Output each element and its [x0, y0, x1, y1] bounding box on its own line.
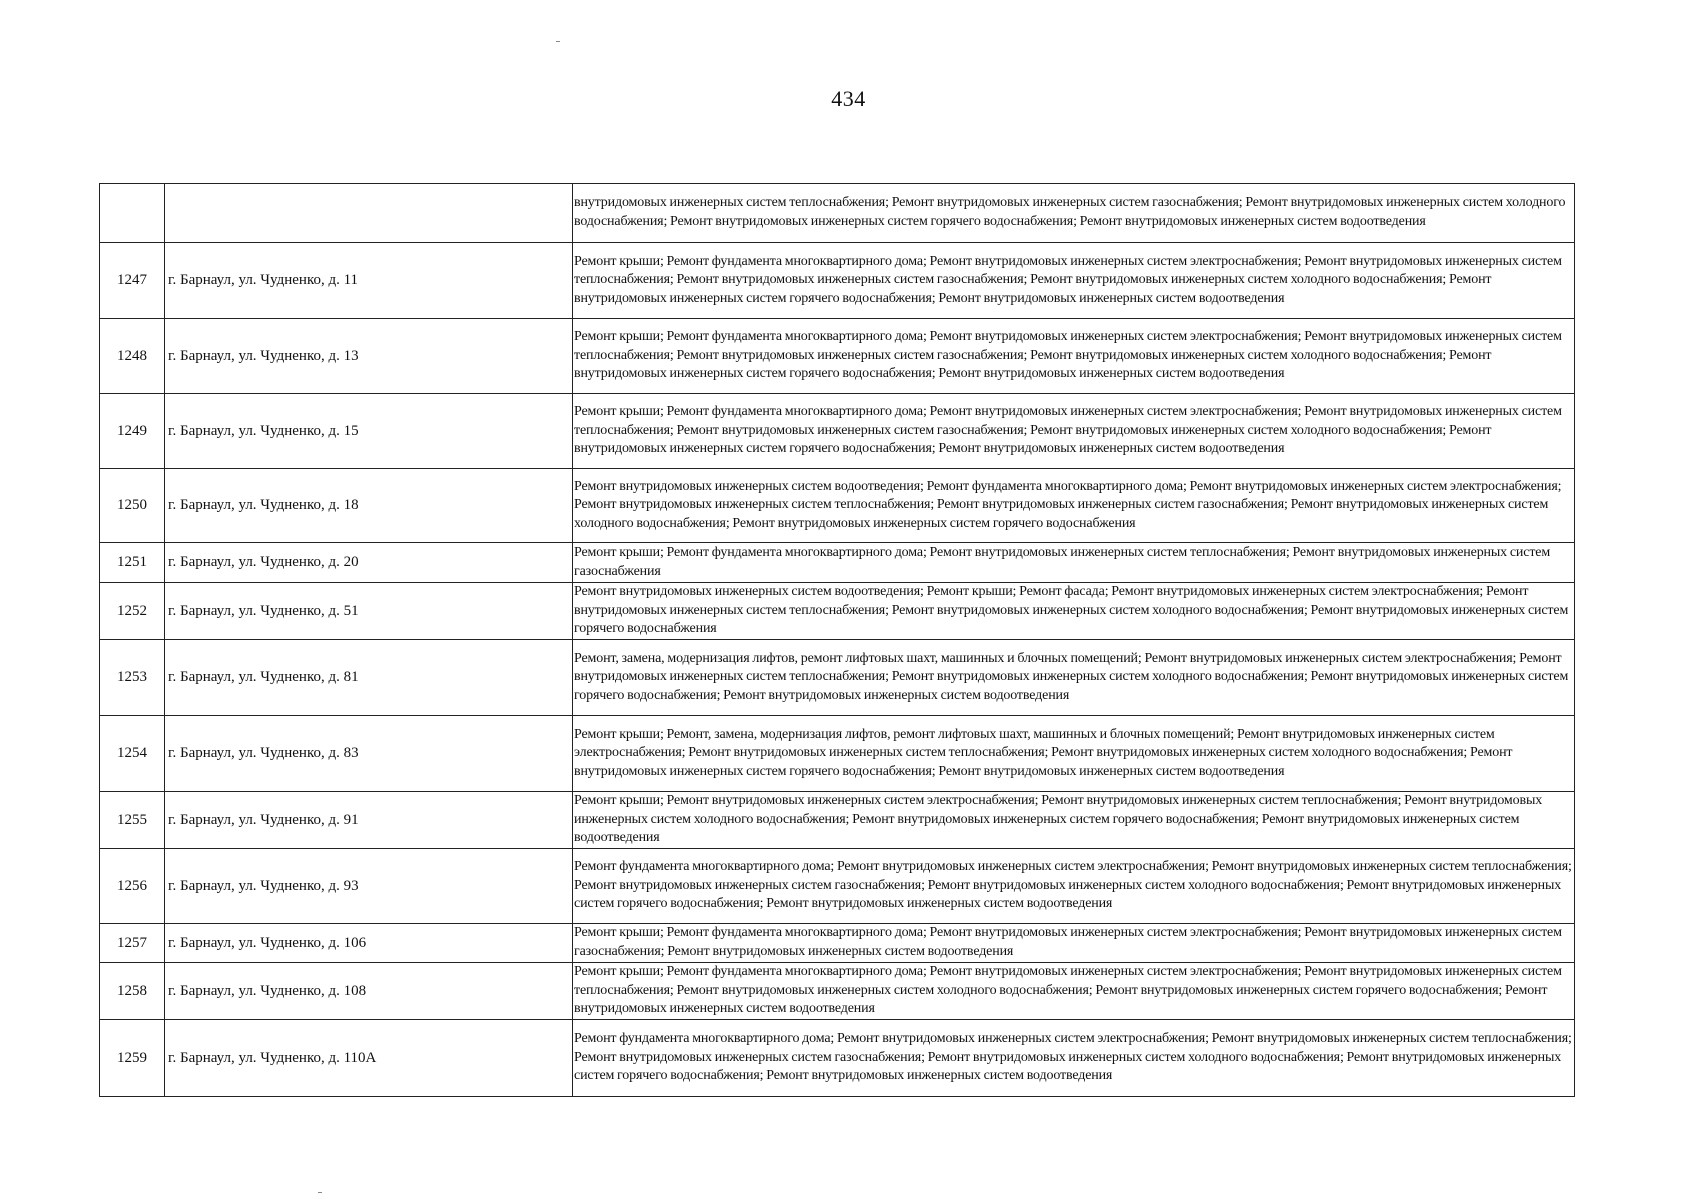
works-cell: Ремонт фундамента многоквартирного дома; Ремонт внутридомовых инженерных систем электроснабжения; Ремонт внутридомовых инженерных систем теплоснабжения; Ремонт внутридомовых инженерных систем газоснабжения; Ремонт внутридомовых инженерных систем холодного водоснабжения; Ремонт внутридомовых инженерных систем горячего водоснабжения; Ремонт внутридомовых инженерных систем водоотведения: [573, 849, 1575, 924]
row-number-cell: 1256: [100, 849, 165, 924]
works-cell: внутридомовых инженерных систем теплоснабжения; Ремонт внутридомовых инженерных систем газоснабжения; Ремонт внутридомовых инженерных систем холодного водоснабжения; Ремонт внутридомовых инженерных систем горячего водоснабжения; Ремонт внутридомовых инженерных систем водоотведения: [573, 184, 1575, 243]
address-cell: г. Барнаул, ул. Чудненко, д. 81: [165, 640, 573, 716]
address-cell: г. Барнаул, ул. Чудненко, д. 91: [165, 792, 573, 849]
scan-speck: [318, 1192, 322, 1193]
address-cell: г. Барнаул, ул. Чудненко, д. 18: [165, 469, 573, 543]
works-cell: Ремонт крыши; Ремонт фундамента многоквартирного дома; Ремонт внутридомовых инженерных систем электроснабжения; Ремонт внутридомовых инженерных систем теплоснабжения; Ремонт внутридомовых инженерных систем газоснабжения; Ремонт внутридомовых инженерных систем холодного водоснабжения; Ремонт внутридомовых инженерных систем горячего водоснабжения; Ремонт внутридомовых инженерных систем водоотведения: [573, 319, 1575, 394]
address-cell: г. Барнаул, ул. Чудненко, д. 51: [165, 583, 573, 640]
row-number-cell: 1251: [100, 543, 165, 583]
works-cell: Ремонт крыши; Ремонт фундамента многоквартирного дома; Ремонт внутридомовых инженерных систем электроснабжения; Ремонт внутридомовых инженерных систем газоснабжения; Ремонт внутридомовых инженерных систем водоотведения: [573, 924, 1575, 963]
row-number-cell: 1249: [100, 394, 165, 469]
table-row: [100, 640, 1575, 716]
works-cell: Ремонт фундамента многоквартирного дома; Ремонт внутридомовых инженерных систем электроснабжения; Ремонт внутридомовых инженерных систем теплоснабжения; Ремонт внутридомовых инженерных систем газоснабжения; Ремонт внутридомовых инженерных систем холодного водоснабжения; Ремонт внутридомовых инженерных систем горячего водоснабжения; Ремонт внутридомовых инженерных систем водоотведения: [573, 1020, 1575, 1097]
row-number-cell: 1257: [100, 924, 165, 963]
works-cell: Ремонт крыши; Ремонт фундамента многоквартирного дома; Ремонт внутридомовых инженерных систем электроснабжения; Ремонт внутридомовых инженерных систем теплоснабжения; Ремонт внутридомовых инженерных систем холодного водоснабжения; Ремонт внутридомовых инженерных систем горячего водоснабжения; Ремонт внутридомовых инженерных систем водоотведения: [573, 963, 1575, 1020]
table-row: [100, 924, 1575, 963]
row-number-cell: 1248: [100, 319, 165, 394]
address-cell: г. Барнаул, ул. Чудненко, д. 15: [165, 394, 573, 469]
table-row: [100, 394, 1575, 469]
row-number-cell: 1247: [100, 243, 165, 319]
scan-speck: [556, 41, 560, 42]
works-cell: Ремонт крыши; Ремонт фундамента многоквартирного дома; Ремонт внутридомовых инженерных систем теплоснабжения; Ремонт внутридомовых инженерных систем газоснабжения: [573, 543, 1575, 583]
row-number-cell: 1252: [100, 583, 165, 640]
page-number: 434: [831, 86, 866, 111]
table-row: [100, 583, 1575, 640]
address-cell: г. Барнаул, ул. Чудненко, д. 93: [165, 849, 573, 924]
table-row: [100, 543, 1575, 583]
address-cell: г. Барнаул, ул. Чудненко, д. 83: [165, 716, 573, 792]
row-number-cell: 1255: [100, 792, 165, 849]
table-row: [100, 792, 1575, 849]
table-row: [100, 963, 1575, 1020]
works-cell: Ремонт, замена, модернизация лифтов, ремонт лифтовых шахт, машинных и блочных помещений; Ремонт внутридомовых инженерных систем электроснабжения; Ремонт внутридомовых инженерных систем теплоснабжения; Ремонт внутридомовых инженерных систем холодного водоснабжения; Ремонт внутридомовых инженерных систем горячего водоснабжения; Ремонт внутридомовых инженерных систем водоотведения: [573, 640, 1575, 716]
works-cell: Ремонт внутридомовых инженерных систем водоотведения; Ремонт крыши; Ремонт фасада; Ремонт внутридомовых инженерных систем электроснабжения; Ремонт внутридомовых инженерных систем теплоснабжения; Ремонт внутридомовых инженерных систем холодного водоснабжения; Ремонт внутридомовых инженерных систем горячего водоснабжения: [573, 583, 1575, 640]
row-number-cell: 1254: [100, 716, 165, 792]
works-cell: Ремонт внутридомовых инженерных систем водоотведения; Ремонт фундамента многоквартирного дома; Ремонт внутридомовых инженерных систем электроснабжения; Ремонт внутридомовых инженерных систем теплоснабжения; Ремонт внутридомовых инженерных систем газоснабжения; Ремонт внутридомовых инженерных систем холодного водоснабжения; Ремонт внутридомовых инженерных систем горячего водоснабжения: [573, 469, 1575, 543]
row-number-cell: [100, 184, 165, 243]
repair-works-table: [99, 183, 1575, 1097]
works-cell: Ремонт крыши; Ремонт, замена, модернизация лифтов, ремонт лифтовых шахт, машинных и блочных помещений; Ремонт внутридомовых инженерных систем электроснабжения; Ремонт внутридомовых инженерных систем теплоснабжения; Ремонт внутридомовых инженерных систем холодного водоснабжения; Ремонт внутридомовых инженерных систем горячего водоснабжения; Ремонт внутридомовых инженерных систем водоотведения: [573, 716, 1575, 792]
table-row: [100, 716, 1575, 792]
row-number-cell: 1253: [100, 640, 165, 716]
table-row: [100, 243, 1575, 319]
row-number-cell: 1258: [100, 963, 165, 1020]
address-cell: г. Барнаул, ул. Чудненко, д. 11: [165, 243, 573, 319]
row-number-cell: 1259: [100, 1020, 165, 1097]
table-row: [100, 469, 1575, 543]
address-cell: г. Барнаул, ул. Чудненко, д. 108: [165, 963, 573, 1020]
table-row: [100, 1020, 1575, 1097]
works-cell: Ремонт крыши; Ремонт внутридомовых инженерных систем электроснабжения; Ремонт внутридомовых инженерных систем теплоснабжения; Ремонт внутридомовых инженерных систем холодного водоснабжения; Ремонт внутридомовых инженерных систем горячего водоснабжения; Ремонт внутридомовых инженерных систем водоотведения: [573, 792, 1575, 849]
table-row: [100, 184, 1575, 243]
address-cell: г. Барнаул, ул. Чудненко, д. 106: [165, 924, 573, 963]
row-number-cell: 1250: [100, 469, 165, 543]
table-row: [100, 319, 1575, 394]
table-row: [100, 849, 1575, 924]
works-cell: Ремонт крыши; Ремонт фундамента многоквартирного дома; Ремонт внутридомовых инженерных систем электроснабжения; Ремонт внутридомовых инженерных систем теплоснабжения; Ремонт внутридомовых инженерных систем газоснабжения; Ремонт внутридомовых инженерных систем холодного водоснабжения; Ремонт внутридомовых инженерных систем горячего водоснабжения; Ремонт внутридомовых инженерных систем водоотведения: [573, 243, 1575, 319]
works-cell: Ремонт крыши; Ремонт фундамента многоквартирного дома; Ремонт внутридомовых инженерных систем электроснабжения; Ремонт внутридомовых инженерных систем теплоснабжения; Ремонт внутридомовых инженерных систем газоснабжения; Ремонт внутридомовых инженерных систем холодного водоснабжения; Ремонт внутридомовых инженерных систем горячего водоснабжения; Ремонт внутридомовых инженерных систем водоотведения: [573, 394, 1575, 469]
address-cell: г. Барнаул, ул. Чудненко, д. 20: [165, 543, 573, 583]
address-cell: г. Барнаул, ул. Чудненко, д. 110А: [165, 1020, 573, 1097]
address-cell: г. Барнаул, ул. Чудненко, д. 13: [165, 319, 573, 394]
address-cell: [165, 184, 573, 243]
